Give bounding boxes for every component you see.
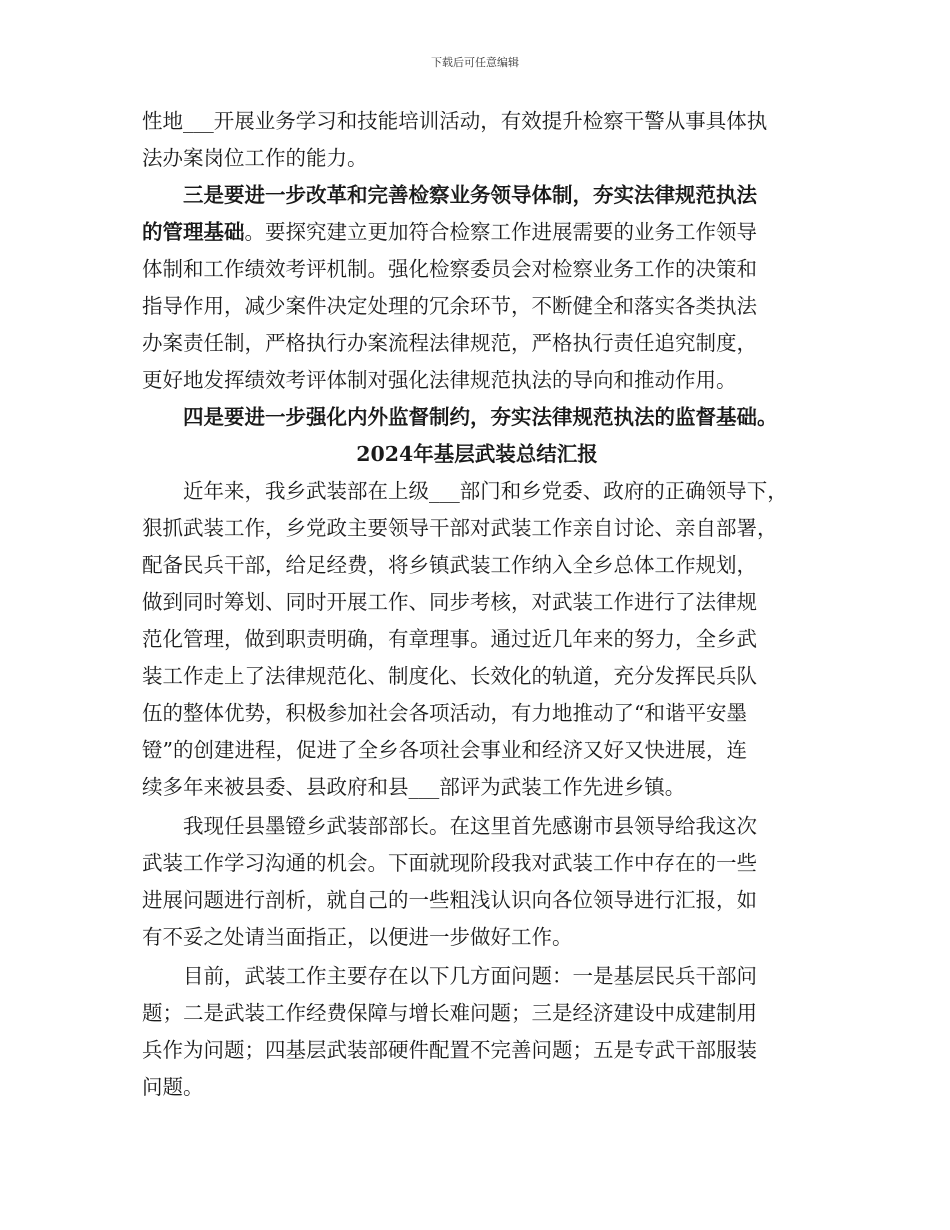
document-title: 2024年基层武装总结汇报 (356, 442, 598, 466)
text-line: 指导作用，减少案件决定处理的冗余环节，不断健全和落实各类执法 (142, 294, 757, 318)
text-line: 装工作走上了法律规范化、制度化、长效化的轨道，充分发挥民兵队 (142, 664, 757, 688)
section-heading-3-tail: 的管理基础 (142, 220, 245, 244)
text-line: 性地___开展业务学习和技能培训活动，有效提升检察干警从事具体执 (142, 109, 768, 133)
text-line: 续多年来被县委、县政府和县___部评为武装工作先进乡镇。 (142, 775, 686, 799)
text-line: 伍的整体优势，积极参加社会各项活动，有力地推动了“和谐平安墨 (142, 701, 747, 725)
text-line: 进展问题进行剖析，就自己的一些粗浅认识向各位领导进行汇报，如 (142, 888, 757, 912)
text-line: 做到同时筹划、同时开展工作、同步考核，对武装工作进行了法律规 (142, 590, 757, 614)
text-line: 近年来，我乡武装部在上级___部门和乡党委、政府的正确领导下， (183, 479, 788, 503)
text-line: 我现任县墨镫乡武装部部长。在这里首先感谢市县领导给我这次 (183, 814, 757, 838)
text-line: 狠抓武装工作，乡党政主要领导干部对武装工作亲自讨论、亲自部署， (142, 516, 778, 540)
text-line: 法办案岗位工作的能力。 (142, 146, 368, 170)
text-line (142, 214, 812, 251)
text-line: 兵作为问题；四基层武装部硬件配置不完善问题；五是专武干部服装 (142, 1038, 757, 1062)
document-body (142, 103, 812, 1106)
section-heading-4: 四是要进一步强化内外监督制约，夯实法律规范执法的监督基础。 (183, 405, 778, 429)
text-line: 镫”的创建进程，促进了全乡各项社会事业和经济又好又快进展，连 (142, 738, 747, 762)
text-line: 问题。 (142, 1075, 204, 1099)
text-line: 武装工作学习沟通的机会。下面就现阶段我对武装工作中存在的一些 (142, 851, 757, 875)
text-span: 。要探究建立更加符合检察工作进展需要的业务工作领导 (244, 220, 757, 244)
text-line: 题；二是武装工作经费保障与增长难问题；三是经济建设中成建制用 (142, 1001, 757, 1025)
page-header-note: 下载后可任意编辑 (431, 56, 519, 69)
section-heading-3: 三是要进一步改革和完善检察业务领导体制，夯实法律规范执法 (183, 183, 757, 207)
text-line: 办案责任制，严格执行办案流程法律规范，严格执行责任追究制度， (142, 331, 757, 355)
text-line: 范化管理，做到职责明确，有章理事。通过近几年来的努力，全乡武 (142, 627, 757, 651)
text-line: 体制和工作绩效考评机制。强化检察委员会对检察业务工作的决策和 (142, 257, 757, 281)
text-line: 目前，武装工作主要存在以下几方面问题：一是基层民兵干部问 (183, 964, 757, 988)
text-line: 更好地发挥绩效考评体制对强化法律规范执法的导向和推动作用。 (142, 368, 737, 392)
text-line: 配备民兵干部，给足经费，将乡镇武装工作纳入全乡总体工作规划， (142, 553, 757, 577)
text-line: 有不妥之处请当面指正，以便进一步做好工作。 (142, 925, 573, 949)
